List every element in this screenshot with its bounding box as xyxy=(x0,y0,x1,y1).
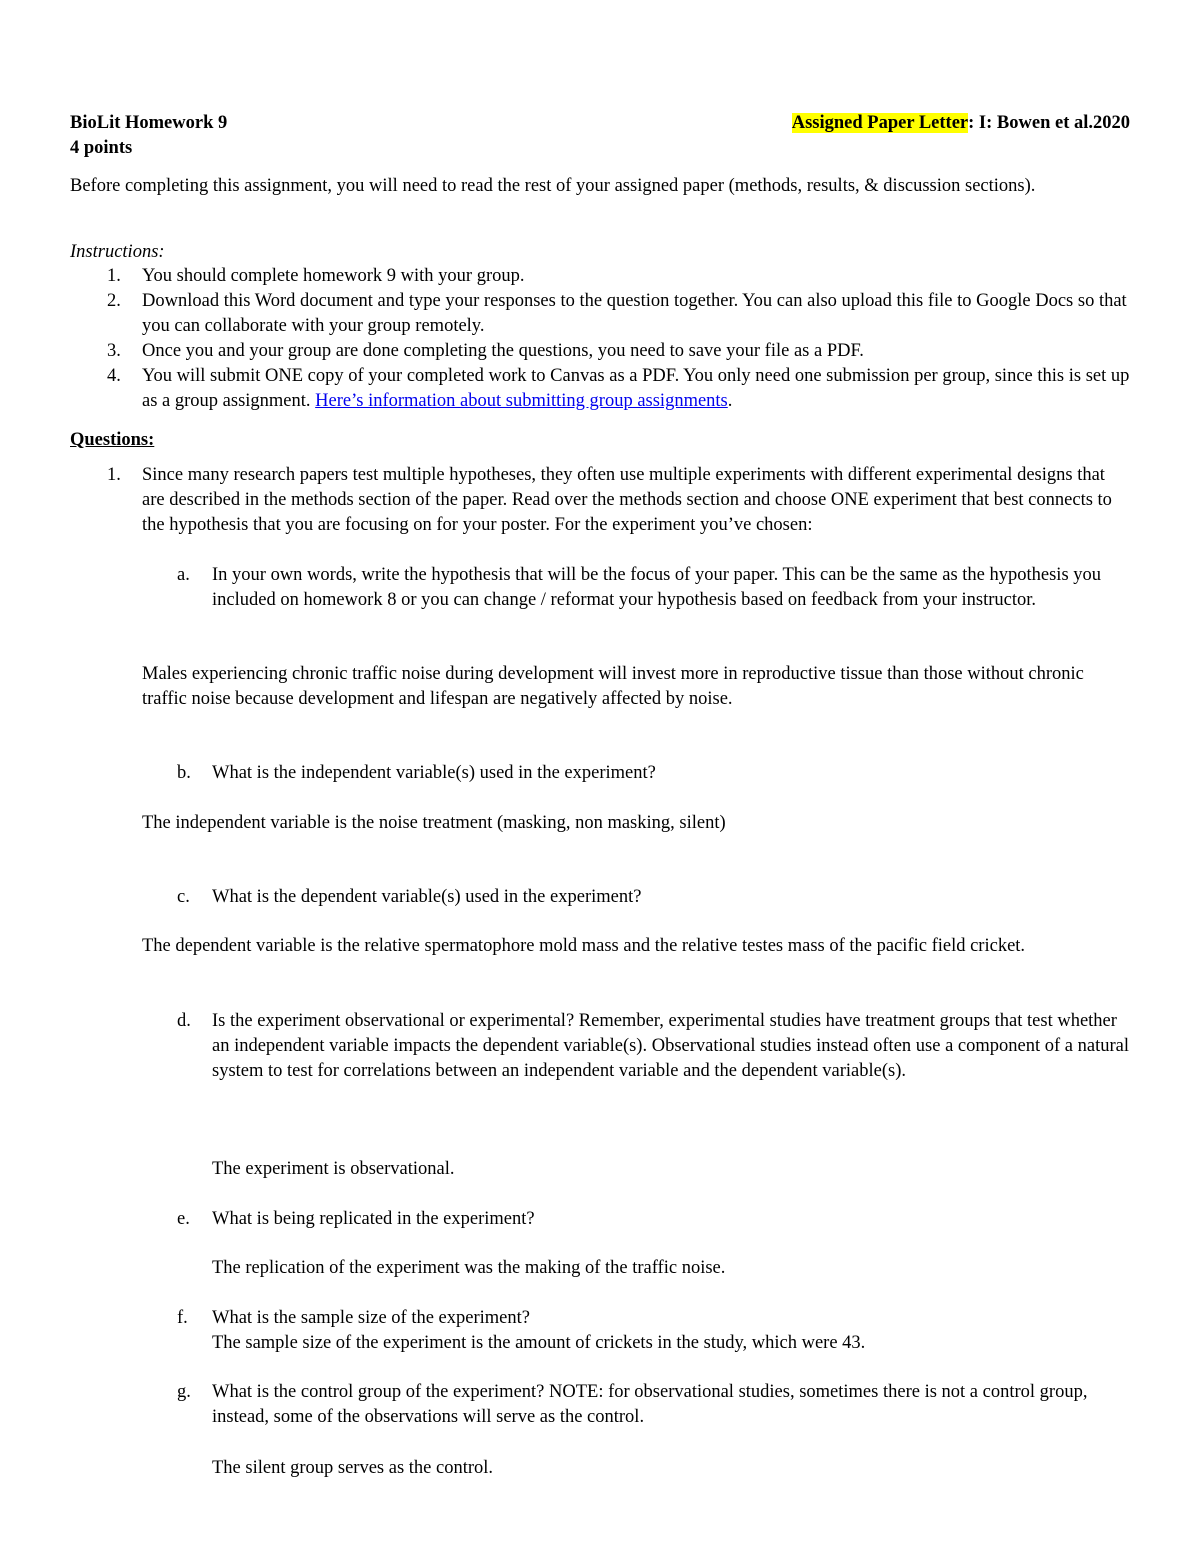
part-prompt: What is the independent variable(s) used in the experiment? xyxy=(212,763,656,783)
answer-e: The replication of the experiment was the making of the traffic noise. xyxy=(212,1258,726,1278)
part-prompt: What is the sample size of the experiment? xyxy=(212,1308,530,1328)
assigned-paper-value: I: Bowen et al.2020 xyxy=(974,113,1130,133)
part-prompt: What is the dependent variable(s) used in the experiment? xyxy=(212,887,642,907)
question-text: Since many research papers test multiple hypotheses, they often use multiple experiments with different experimental designs that are described in the methods section of the paper. Read over the methods section and choose ONE experiment that best connects to the hypothesis that you are focusing on for your poster. For the experiment you’ve chosen: xyxy=(142,465,1112,535)
part-letter: a. xyxy=(177,565,190,585)
questions-heading: Questions: xyxy=(70,430,155,450)
intro-paragraph: Before completing this assignment, you will need to read the rest of your assigned paper (methods, results, & discussion sections). xyxy=(70,176,1036,196)
list-text-body: You will submit ONE copy of your completed work to Canvas as a PDF. You only need one submission per group, since this is set up as a group assignment. xyxy=(142,366,1130,411)
list-text: Once you and your group are done completing the questions, you need to save your file as a PDF. xyxy=(142,341,864,361)
part-prompt: In your own words, write the hypothesis that will be the focus of your paper. This can be the same as the hypothesis you included on homework 8 or you can change / reformat your hypothesis based on feedback from your instructor. xyxy=(212,565,1102,610)
answer-g: The silent group serves as the control. xyxy=(212,1458,494,1478)
question-number: 1. xyxy=(107,465,121,485)
assigned-paper-colon: : xyxy=(968,113,975,133)
points-label: 4 points xyxy=(70,138,133,158)
part-letter: e. xyxy=(177,1209,190,1229)
document-title: BioLit Homework 9 xyxy=(70,113,228,133)
list-number: 3. xyxy=(107,341,121,361)
instructions-label: Instructions: xyxy=(70,242,165,262)
part-letter: g. xyxy=(177,1382,191,1402)
answer-a: Males experiencing chronic traffic noise during development will invest more in reproductive tissue than those without chronic traffic noise because development and lifespan are negatively affected by noise. xyxy=(142,664,1084,709)
part-letter: c. xyxy=(177,887,190,907)
assigned-paper xyxy=(792,111,1130,136)
part-letter: b. xyxy=(177,763,191,783)
assigned-paper-label: Assigned Paper Letter xyxy=(791,113,969,133)
list-number: 2. xyxy=(107,291,121,311)
part-prompt: What is the control group of the experiment? NOTE: for observational studies, sometimes there is not a control group, instead, some of the observations will serve as the control. xyxy=(212,1382,1088,1427)
list-text xyxy=(142,364,1132,414)
answer-f: The sample size of the experiment is the amount of crickets in the study, which were 43. xyxy=(212,1333,866,1353)
list-text: You should complete homework 9 with your group. xyxy=(142,266,525,286)
answer-d: The experiment is observational. xyxy=(212,1159,455,1179)
list-text: Download this Word document and type your responses to the question together. You can also upload this file to Google Docs so that you can collaborate with your group remotely. xyxy=(142,291,1127,336)
answer-b: The independent variable is the noise treatment (masking, non masking, silent) xyxy=(142,813,726,833)
header-row xyxy=(70,111,1130,137)
part-letter: f. xyxy=(177,1308,188,1328)
list-text-end: . xyxy=(727,391,733,411)
part-prompt: Is the experiment observational or experimental? Remember, experimental studies have treatment groups that test whether an independent variable impacts the dependent variable(s). Observational studies instead often use a component of a natural system to test for correlations between an independent variable and the dependent variable(s). xyxy=(212,1011,1129,1081)
list-number: 4. xyxy=(107,366,121,386)
part-prompt: What is being replicated in the experiment? xyxy=(212,1209,535,1229)
list-number: 1. xyxy=(107,266,121,286)
part-letter: d. xyxy=(177,1011,191,1031)
answer-c: The dependent variable is the relative spermatophore mold mass and the relative testes mass of the pacific field cricket. xyxy=(142,936,1026,956)
group-assignments-link[interactable]: Here’s information about submitting group assignments xyxy=(315,391,728,411)
